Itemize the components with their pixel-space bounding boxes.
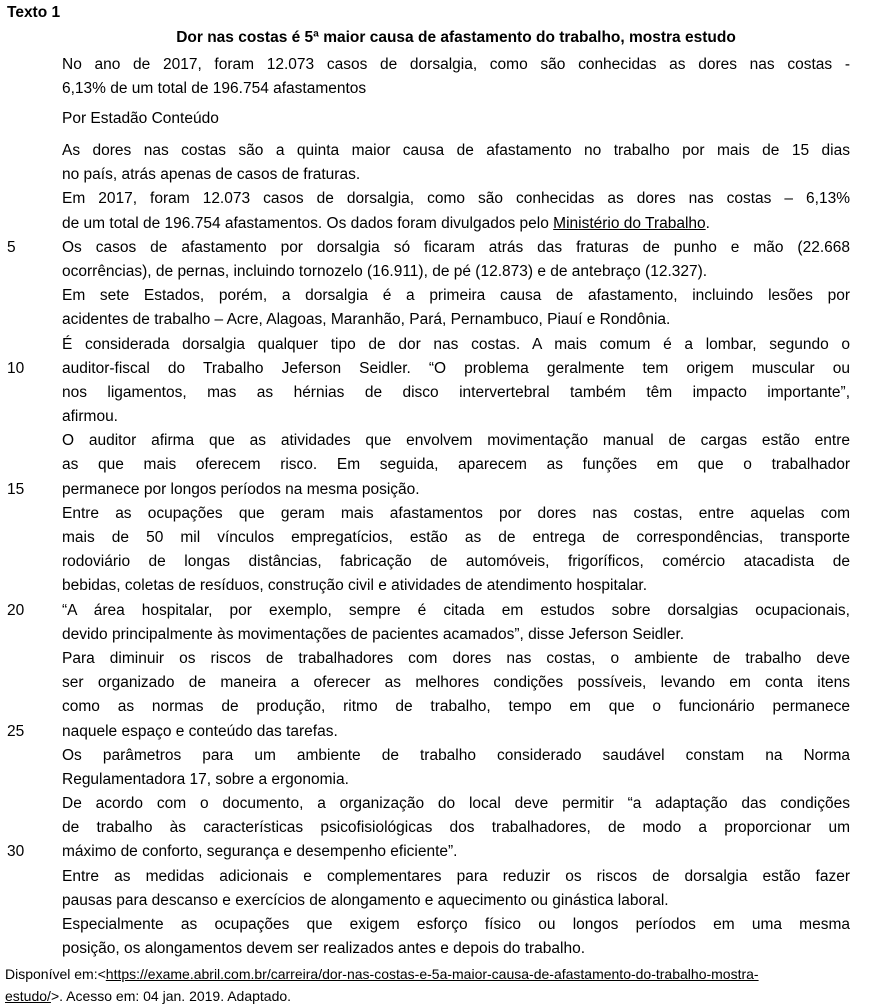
text-segment: permanece por longos períodos na mesma posição. [62, 480, 420, 498]
text-segment: Em 2017, foram 12.073 casos de dorsalgia, como são conhecidas as dores nas costas – 6,13% [62, 190, 850, 208]
text-line [62, 937, 850, 961]
text-segment: de trabalho às características psicofisiológicas dos trabalhadores, de modo a proporcionar um [62, 819, 850, 837]
text-segment: como as normas de produção, ritmo de trabalho, tempo em que o funcionário permanece [62, 698, 850, 716]
text-segment: no país, atrás apenas de casos de fraturas. [62, 166, 361, 184]
text-line [62, 695, 850, 719]
text-line [62, 744, 850, 768]
text-segment: Regulamentadora 17, sobre a ergonomia. [62, 770, 349, 788]
text-segment: Entre as ocupações que geram mais afastamentos por dores nas costas, entre aquelas com [62, 504, 850, 522]
text-line [62, 550, 850, 574]
article-body [7, 139, 850, 961]
text-segment: máximo de conforto, segurança e desempenho eficiente”. [62, 843, 458, 861]
text-line [5, 963, 863, 985]
text-line [5, 985, 863, 1007]
lede-paragraph [62, 53, 850, 101]
text-line [62, 768, 850, 792]
byline: Por Estadão Conteúdo [62, 110, 219, 127]
text-segment: pausas para descanso e exercícios de alongamento e aquecimento ou ginástica laboral. [62, 891, 669, 909]
text-segment: de um total de 196.754 afastamentos. Os dados foram divulgados pelo [62, 214, 554, 232]
text-segment: devido principalmente às movimentações de pacientes acamados”, disse Jeferson Seidler. [62, 625, 685, 643]
text-line [62, 574, 850, 598]
line-number: 15 [7, 480, 25, 498]
text-segment: Em sete Estados, porém, a dorsalgia é a primeira causa de afastamento, incluindo lesões por [62, 287, 850, 305]
text-segment: afirmou. [62, 408, 118, 426]
text-segment: Os casos de afastamento por dorsalgia só ficaram atrás das fraturas de punho e mão (22.668 [62, 238, 850, 256]
text-segment: naquele espaço e conteúdo das tarefas. [62, 722, 338, 740]
text-line [62, 308, 850, 332]
text-line [62, 284, 850, 308]
text-line [62, 889, 850, 913]
text-line [62, 381, 850, 405]
text-segment: No ano de 2017, foram 12.073 casos de dorsalgia, como são conhecidas as dores nas costas - [62, 56, 850, 73]
text-label: Texto 1 [7, 4, 61, 21]
text-segment: De acordo com o documento, a organização do local deve permitir “a adaptação das condições [62, 795, 850, 813]
text-line [7, 357, 850, 381]
text-segment: Disponível em:< [5, 966, 106, 982]
text-segment: ser organizado de maneira a oferecer as melhores condições possíveis, levando em conta itens [62, 674, 850, 692]
line-number: 30 [7, 843, 25, 861]
text-line [62, 163, 850, 187]
text-line [62, 333, 850, 357]
text-segment: É considerada dorsalgia qualquer tipo de dor nas costas. A mais comum é a lombar, segundo o [62, 335, 850, 353]
line-number: 5 [7, 238, 16, 256]
text-line [7, 720, 850, 744]
text-segment: . [705, 214, 710, 232]
text-line [62, 260, 850, 284]
text-segment: O auditor afirma que as atividades que envolvem movimentação manual de cargas estão entre [62, 432, 850, 450]
text-segment: bebidas, coletas de resíduos, construção civil e atividades de atendimento hospitalar. [62, 577, 648, 595]
text-segment: 6,13% de um total de 196.754 afastamentos [62, 80, 367, 98]
text-line [62, 212, 850, 236]
text-line [62, 139, 850, 163]
text-segment: nos ligamentos, mas as hérnias de disco intervertebral também têm impacto importante”, [62, 383, 850, 401]
text-segment: As dores nas costas são a quinta maior causa de afastamento no trabalho por mais de 15 dias [62, 142, 850, 159]
text-line [62, 526, 850, 550]
text-line [7, 840, 850, 864]
text-line [62, 53, 850, 77]
text-segment: Entre as medidas adicionais e complementares para reduzir os riscos de dorsalgia estão fazer [62, 867, 850, 885]
text-line [7, 236, 850, 260]
source-reference [5, 963, 863, 1007]
text-line [7, 599, 850, 623]
ministerio-do-trabalho-link[interactable]: Ministério do Trabalho [553, 214, 706, 232]
text-line [62, 77, 850, 101]
text-line [62, 623, 850, 647]
text-line [62, 429, 850, 453]
text-segment: acidentes de trabalho – Acre, Alagoas, Maranhão, Pará, Pernambuco, Piauí e Rondônia. [62, 311, 671, 329]
text-line [62, 647, 850, 671]
text-line [62, 405, 850, 429]
line-number: 25 [7, 722, 25, 740]
text-segment: mais de 50 mil vínculos empregatícios, estão as de entrega de correspondências, transporte [62, 529, 850, 546]
text-line [62, 792, 850, 816]
text-segment: >. Acesso em: 04 jan. 2019. Adaptado. [50, 988, 292, 1004]
text-segment: as que mais oferecem risco. Em seguida, aparecem as funções em que o trabalhador [62, 456, 850, 474]
text-segment: auditor-fiscal do Trabalho Jeferson Seidler. “O problema geralmente tem origem muscular ou [62, 359, 850, 377]
text-segment: “A área hospitalar, por exemplo, sempre é citada em estudos sobre dorsalgias ocupacionais, [62, 601, 850, 619]
text-line [62, 671, 850, 695]
text-line [7, 478, 850, 502]
text-segment: ocorrências), de pernas, incluindo tornozelo (16.911), de pé (12.873) e de antebraço (12.327). [62, 262, 708, 280]
source-url-link[interactable]: estudo/ [5, 988, 51, 1004]
page-title: Dor nas costas é 5ª maior causa de afastamento do trabalho, mostra estudo [176, 29, 736, 46]
text-segment: Para diminuir os riscos de trabalhadores com dores nas costas, o ambiente de trabalho deve [62, 649, 850, 667]
text-line [62, 502, 850, 526]
text-line [62, 913, 850, 937]
text-segment: posição, os alongamentos devem ser realizados antes e depois do trabalho. [62, 940, 586, 958]
text-segment: Especialmente as ocupações que exigem esforço físico ou longos períodos em uma mesma [62, 916, 850, 933]
line-number: 20 [7, 601, 25, 619]
line-number: 10 [7, 359, 25, 377]
text-line [62, 816, 850, 840]
text-line [62, 453, 850, 477]
text-segment: Os parâmetros para um ambiente de trabalho considerado saudável constam na Norma [62, 746, 850, 764]
text-line [62, 187, 850, 211]
source-url-link[interactable]: https://exame.abril.com.br/carreira/dor-nas-costas-e-5a-maior-causa-de-afastamento-do-trabalho-mostra- [105, 966, 759, 982]
text-segment: rodoviário de longas distâncias, fabricação de automóveis, frigoríficos, comércio atacadista de [62, 553, 850, 571]
text-line [62, 865, 850, 889]
